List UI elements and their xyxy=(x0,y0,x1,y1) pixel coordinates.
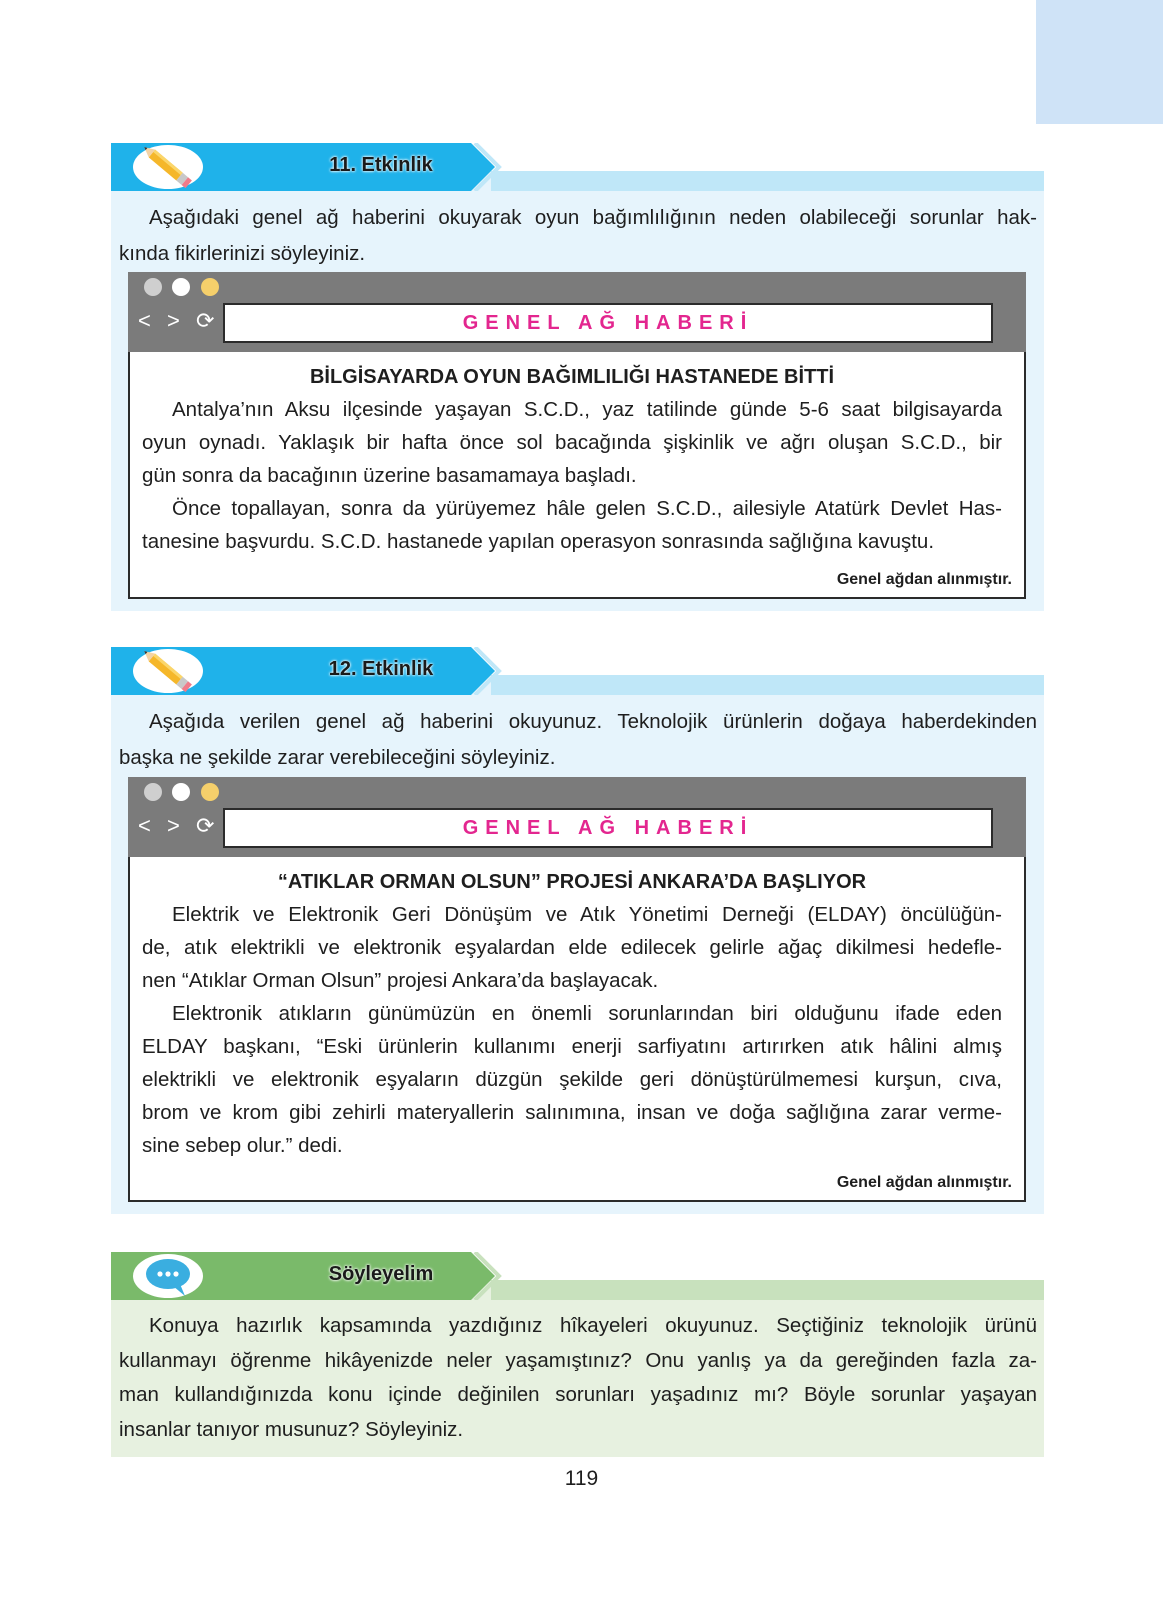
address-bar[interactable]: GENEL AĞ HABERİ xyxy=(223,808,993,848)
activity-11-section xyxy=(111,143,1044,611)
pencil-icon xyxy=(133,145,203,189)
soyleyelim-section xyxy=(111,1252,1044,1457)
activity-11-ribbon xyxy=(111,143,1044,191)
close-dot-icon[interactable] xyxy=(144,783,162,801)
forward-arrow-icon[interactable]: > xyxy=(166,813,180,838)
speech-bubble-icon xyxy=(133,1254,203,1298)
news-line: nen “Atıklar Orman Olsun” projesi Ankara’da başlayacak. xyxy=(142,969,659,992)
news-source: Genel ağdan alınmıştır. xyxy=(836,571,1012,588)
soyleyelim-ribbon xyxy=(111,1252,1044,1300)
news-line: Antalya’nın Aksu ilçesinde yaşayan S.C.D., yaz tatilinde günde 5-6 saat bilgisayarda xyxy=(172,398,1002,421)
news-body xyxy=(142,393,1002,558)
news-line: de, atık elektrikli ve elektronik eşyalardan elde edilecek gelirle ağaç dikilmesi hedefle- xyxy=(142,936,1002,959)
window-controls xyxy=(144,278,225,296)
news-line: Önce topallayan, sonra da yürüyemez hâle gelen S.C.D., ailesiyle Atatürk Devlet Has- xyxy=(172,497,1002,520)
soyleyelim-title: Söyleyelim xyxy=(328,1263,434,1285)
maximize-dot-icon[interactable] xyxy=(201,278,219,296)
news-article xyxy=(142,871,1002,1162)
ribbon-shape xyxy=(111,143,1044,191)
browser-nav xyxy=(138,308,224,334)
browser-toolbar xyxy=(128,272,1026,352)
minimize-dot-icon[interactable] xyxy=(172,278,190,296)
activity-12-section xyxy=(111,647,1044,1214)
ribbon-shape xyxy=(111,647,1044,695)
reload-icon[interactable]: ⟳ xyxy=(195,813,215,838)
activity-11-instruction xyxy=(119,200,1037,272)
forward-arrow-icon[interactable]: > xyxy=(166,308,180,333)
news-line: tanesine başvurdu. S.C.D. hastanede yapılan operasyon sonrasında sağlığına kavuştu. xyxy=(142,530,935,553)
activity-11-browser-window xyxy=(128,272,1026,599)
activity-12-browser-window xyxy=(128,777,1026,1202)
soyleyelim-line: insanlar tanıyor musunuz? Söyleyiniz. xyxy=(119,1417,464,1441)
address-bar[interactable]: GENEL AĞ HABERİ xyxy=(223,303,993,343)
soyleyelim-line: man kullandığınızda konu içinde değinilen sorunları yaşadınız mı? Böyle sorunlar yaşayan xyxy=(119,1383,1037,1406)
news-line: ELDAY başkanı, “Eski ürünlerin kullanımı enerji sarfiyatını artırırken atık hâlini almış xyxy=(142,1035,1002,1058)
news-body xyxy=(142,898,1002,1162)
pencil-icon xyxy=(133,649,203,693)
ribbon-shape xyxy=(111,1252,1044,1300)
corner-tab xyxy=(1036,0,1163,124)
news-line: Elektrik ve Elektronik Geri Dönüşüm ve Atık Yönetimi Derneği (ELDAY) öncülüğün- xyxy=(172,903,1002,926)
news-line: oyun oynadı. Yaklaşık bir hafta önce sol bacağında şişkinlik ve ağrı oluşan S.C.D., bir xyxy=(142,431,1002,454)
news-line: brom ve krom gibi zehirli materyallerin salınımına, insan ve doğa sağlığına zarar verme- xyxy=(142,1101,1002,1124)
news-line: gün sonra da bacağının üzerine basamamaya başladı. xyxy=(142,464,637,487)
news-source: Genel ağdan alınmıştır. xyxy=(836,1174,1012,1191)
reload-icon[interactable]: ⟳ xyxy=(195,308,215,333)
instruction-line: kında fikirlerinizi söyleyiniz. xyxy=(119,242,366,265)
news-article xyxy=(142,366,1002,558)
browser-toolbar xyxy=(128,777,1026,857)
close-dot-icon[interactable] xyxy=(144,278,162,296)
news-line: Elektronik atıkların günümüzün en önemli sorunlarından biri olduğunu ifade eden xyxy=(172,1002,1002,1025)
news-line: elektrikli ve elektronik eşyaların düzgün şekilde geri dönüştürülmemesi kurşun, cıva, xyxy=(142,1068,1002,1091)
browser-nav xyxy=(138,813,224,839)
soyleyelim-line: kullanmayı öğrenme hikâyenizde neler yaşamıştınız? Onu yanlış ya da gereğinden fazla za- xyxy=(119,1348,1037,1372)
window-controls xyxy=(144,783,225,801)
news-line: sine sebep olur.” dedi. xyxy=(142,1134,343,1157)
activity-12-title: 12. Etkinlik xyxy=(328,658,434,680)
page-number: 119 xyxy=(564,1467,599,1490)
soyleyelim-text xyxy=(119,1309,1037,1447)
soyleyelim-line: Konuya hazırlık kapsamında yazdığınız hîkayeleri okuyunuz. Seçtiğiniz teknolojik ürünü xyxy=(149,1314,1037,1337)
activity-12-ribbon xyxy=(111,647,1044,695)
back-arrow-icon[interactable]: < xyxy=(138,813,151,838)
minimize-dot-icon[interactable] xyxy=(172,783,190,801)
back-arrow-icon[interactable]: < xyxy=(138,308,151,333)
news-headline: “ATIKLAR ORMAN OLSUN” PROJESİ ANKARA’DA BAŞLIYOR xyxy=(277,871,867,893)
instruction-line: Aşağıda verilen genel ağ haberini okuyunuz. Teknolojik ürünlerin doğaya haberdekinden xyxy=(149,710,1037,733)
activity-11-title: 11. Etkinlik xyxy=(329,154,433,176)
instruction-line: başka ne şekilde zarar verebileceğini söyleyiniz. xyxy=(119,746,556,769)
activity-12-instruction xyxy=(119,704,1037,776)
maximize-dot-icon[interactable] xyxy=(201,783,219,801)
news-headline: BİLGİSAYARDA OYUN BAĞIMLILIĞI HASTANEDE BİTTİ xyxy=(309,366,835,388)
instruction-line: Aşağıdaki genel ağ haberini okuyarak oyun bağımlılığının neden olabileceği sorunlar hak- xyxy=(149,206,1037,229)
